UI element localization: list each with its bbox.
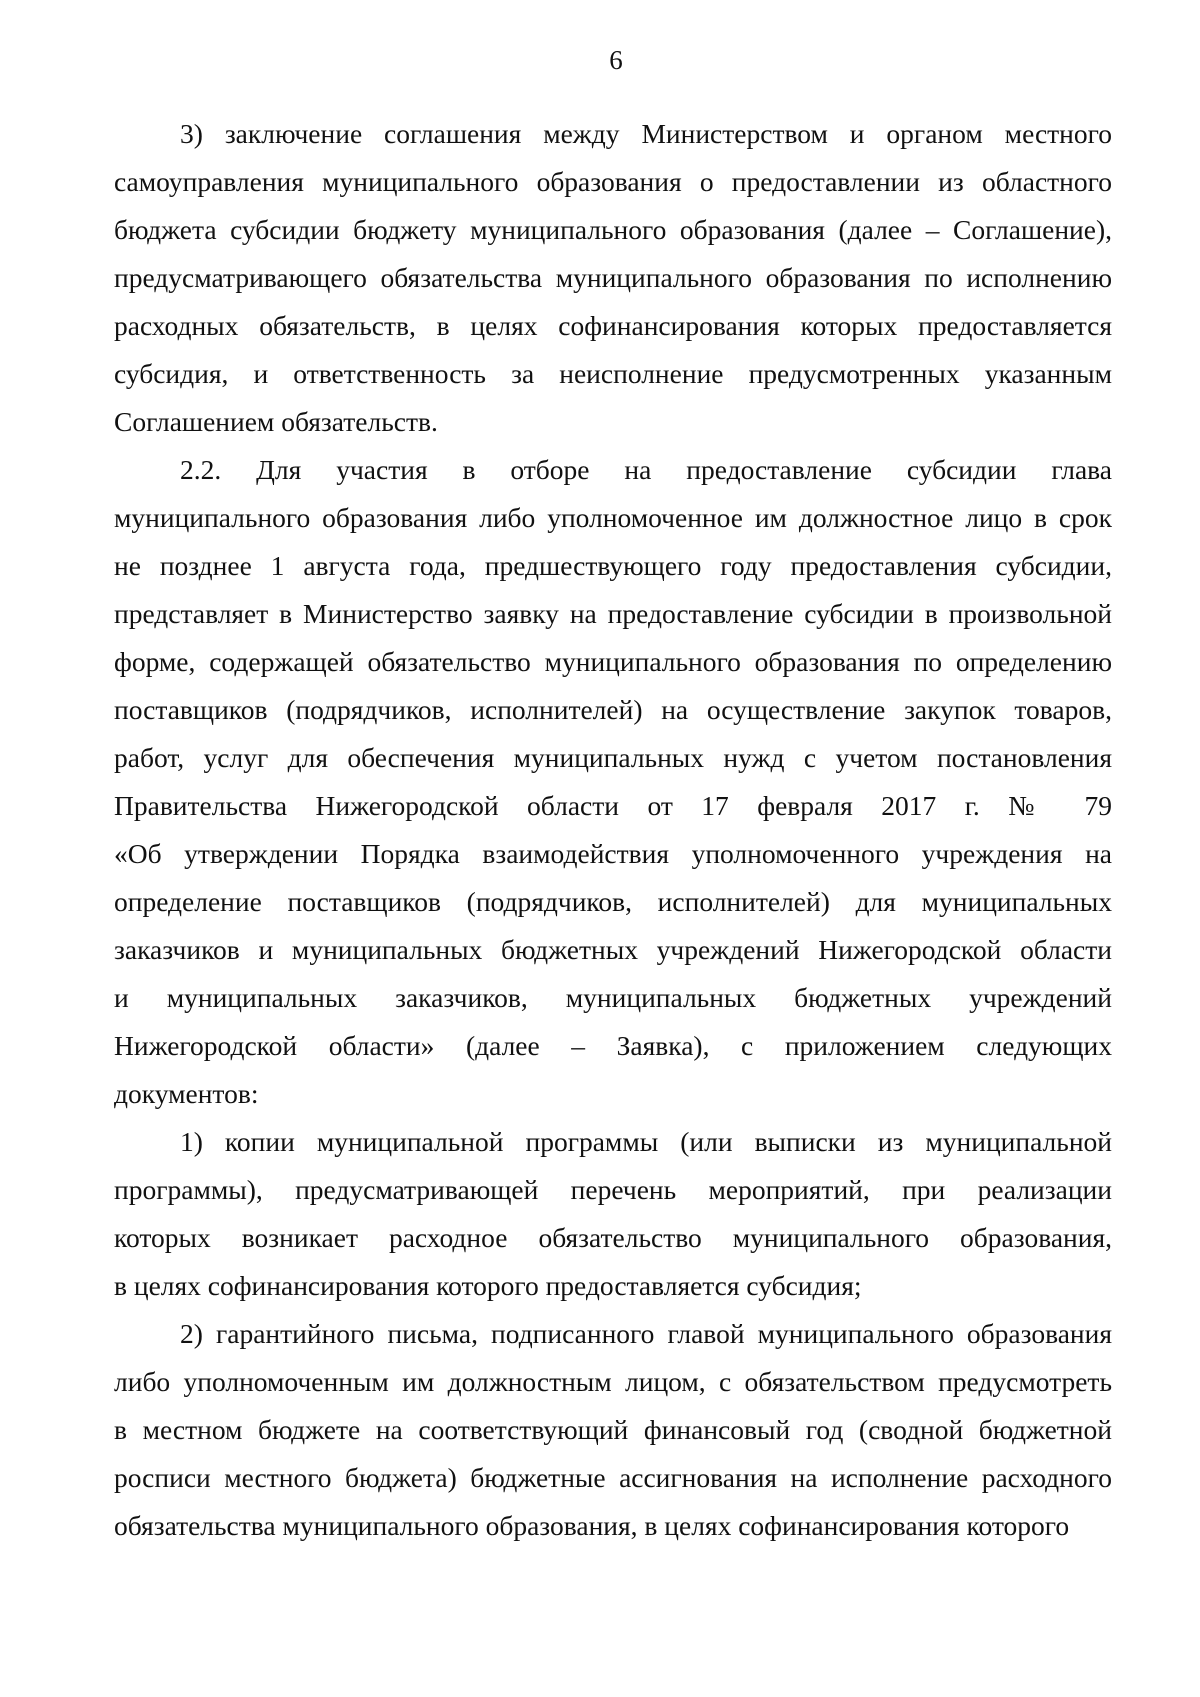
document-body: [114, 110, 1112, 1550]
text-line: работ, услуг для обеспечения муниципальных нужд с учетом постановления: [114, 742, 1112, 773]
text-line: Нижегородской области» (далее – Заявка), с приложением следующих: [114, 1030, 1112, 1061]
paragraph-guarantee-letter: [114, 1310, 1112, 1550]
text-line: и муниципальных заказчиков, муниципальных бюджетных учреждений: [114, 982, 1112, 1013]
text-line: муниципального образования либо уполномоченное им должностное лицо в срок: [114, 502, 1112, 533]
text-line: расходных обязательств, в целях софинансирования которых предоставляется: [114, 310, 1112, 341]
text-line: не позднее 1 августа года, предшествующего году предоставления субсидии,: [114, 550, 1112, 581]
text-line: «Об утверждении Порядка взаимодействия уполномоченного учреждения на: [114, 838, 1112, 869]
text-line: в местном бюджете на соответствующий финансовый год (сводной бюджетной: [114, 1414, 1112, 1445]
paragraph-agreement-condition: [114, 110, 1112, 446]
text-line: предусматривающего обязательства муниципального образования по исполнению: [114, 262, 1112, 293]
text-line: программы), предусматривающей перечень мероприятий, при реализации: [114, 1174, 1112, 1205]
text-line: бюджета субсидии бюджету муниципального образования (далее – Соглашение),: [114, 214, 1112, 245]
text-line: документов:: [114, 1078, 259, 1109]
text-line: 3) заключение соглашения между Министерством и органом местного: [180, 118, 1112, 149]
text-line: Правительства Нижегородской области от 17 февраля 2017 г. № 79: [114, 790, 1112, 821]
text-line: Соглашением обязательств.: [114, 406, 438, 437]
paragraph-program-copies: [114, 1118, 1112, 1310]
text-line: представляет в Министерство заявку на предоставление субсидии в произвольной: [114, 598, 1112, 629]
text-line: самоуправления муниципального образования о предоставлении из областного: [114, 166, 1112, 197]
page-number: 6: [609, 45, 623, 75]
text-line: 1) копии муниципальной программы (или выписки из муниципальной: [180, 1126, 1112, 1157]
text-line: 2) гарантийного письма, подписанного главой муниципального образования: [180, 1318, 1112, 1349]
paragraph-application-submission: [114, 446, 1112, 1118]
text-line: либо уполномоченным им должностным лицом, с обязательством предусмотреть: [114, 1366, 1112, 1397]
text-line: которых возникает расходное обязательство муниципального образования,: [114, 1222, 1112, 1253]
text-line: обязательства муниципального образования, в целях софинансирования которого: [114, 1510, 1070, 1541]
text-line: определение поставщиков (подрядчиков, исполнителей) для муниципальных: [114, 886, 1112, 917]
text-line: росписи местного бюджета) бюджетные ассигнования на исполнение расходного: [114, 1462, 1112, 1493]
text-line: 2.2. Для участия в отборе на предоставление субсидии глава: [180, 454, 1112, 485]
text-line: заказчиков и муниципальных бюджетных учреждений Нижегородской области: [114, 934, 1112, 965]
text-line: в целях софинансирования которого предоставляется субсидия;: [114, 1270, 862, 1301]
text-line: форме, содержащей обязательство муниципального образования по определению: [114, 646, 1112, 677]
text-line: субсидия, и ответственность за неисполнение предусмотренных указанным: [114, 358, 1112, 389]
text-line: поставщиков (подрядчиков, исполнителей) на осуществление закупок товаров,: [114, 694, 1112, 725]
